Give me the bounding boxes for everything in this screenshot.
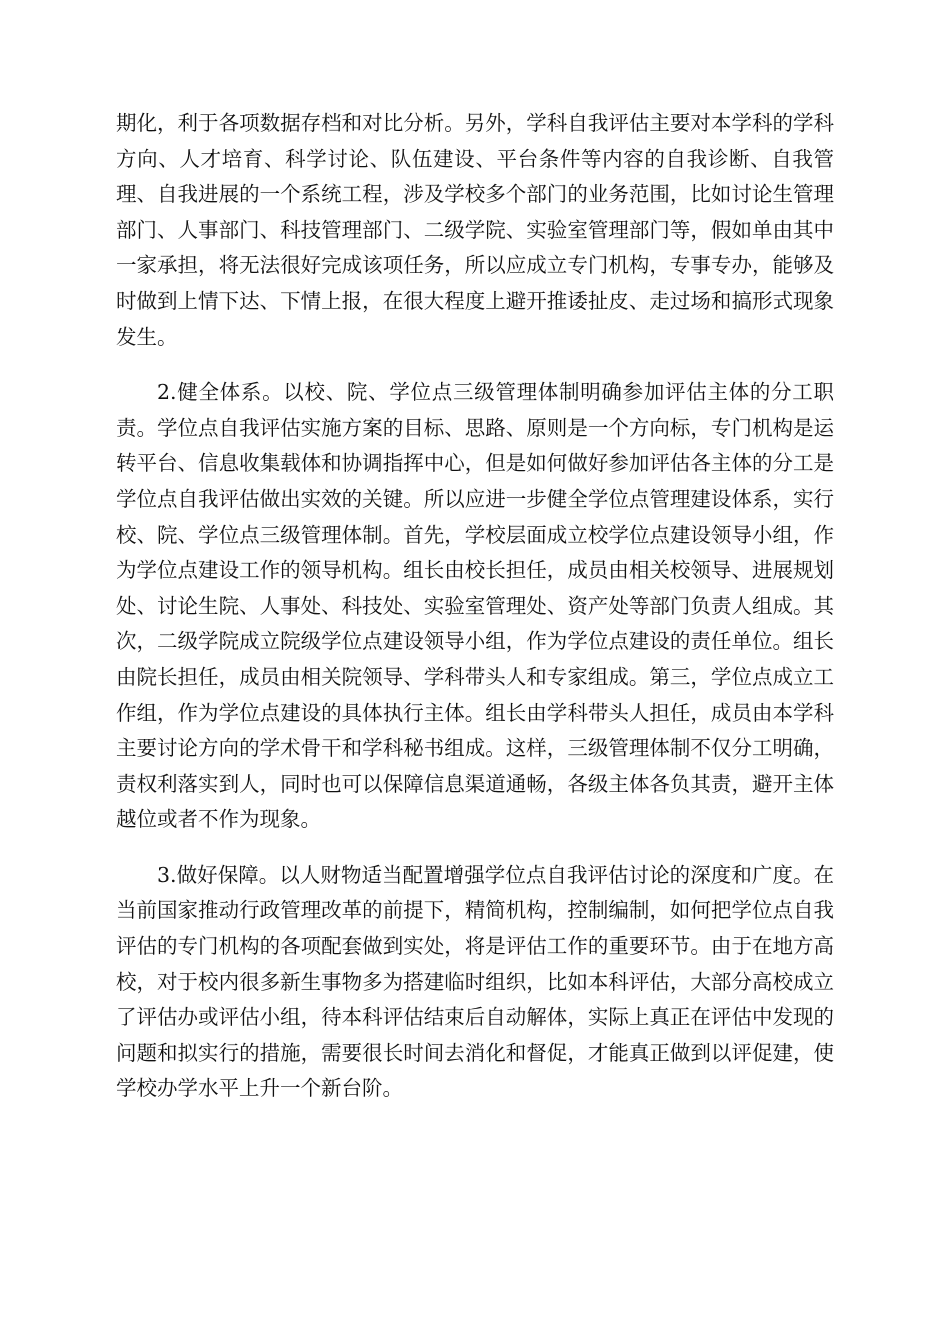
paragraph-ensure-support: 3.做好保障。以人财物适当配置增强学位点自我评估讨论的深度和广度。在当前国家推动行政管理改革的前提下，精简机构，控制编制，如何把学位点自我评估的专门机构的各项配套做到实处，将是评估工作的重要环节。由于在地方高校，对于校内很多新生事物多为搭建临时组织，比如本科评估，大部分高校成立了评估办或评估小组，待本科评估结束后自动解体，实际上真正在评估中发现的问题和拟实行的措施，需要很长时间去消化和督促，才能真正做到以评促建，使学校办学水平上升一个新台阶。 [116, 862, 834, 1101]
document-body [116, 106, 834, 1107]
paragraph-improve-system: 2.健全体系。以校、院、学位点三级管理体制明确参加评估主体的分工职责。学位点自我评估实施方案的目标、思路、原则是一个方向标，专门机构是运转平台、信息收集载体和协调指挥中心，但是如何做好参加评估各主体的分工是学位点自我评估做出实效的关键。所以应进一步健全学位点管理建设体系，实行校、院、学位点三级管理体制。首先，学校层面成立校学位点建设领导小组，作为学位点建设工作的领导机构。组长由校长担任，成员由相关校领导、进展规划处、讨论生院、人事处、科技处、实验室管理处、资产处等部门负责人组成。其次，二级学院成立院级学位点建设领导小组，作为学位点建设的责任单位。组长由院长担任，成员由相关院领导、学科带头人和专家组成。第三，学位点成立工作组，作为学位点建设的具体执行主体。组长由学科带头人担任，成员由本学科主要讨论方向的学术骨干和学科秘书组成。这样，三级管理体制不仅分工明确，责权利落实到人，同时也可以保障信息渠道通畅，各级主体各负其责，避开主体越位或者不作为现象。 [116, 380, 834, 832]
paragraph-continued: 期化，利于各项数据存档和对比分析。另外，学科自我评估主要对本学科的学科方向、人才培育、科学讨论、队伍建设、平台条件等内容的自我诊断、自我管理、自我进展的一个系统工程，涉及学校多个部门的业务范围，比如讨论生管理部门、人事部门、科技管理部门、二级学院、实验室管理部门等，假如单由其中一家承担，将无法很好完成该项任务，所以应成立专门机构，专事专办，能够及时做到上情下达、下情上报，在很大程度上避开推诿扯皮、走过场和搞形式现象发生。 [116, 111, 834, 349]
